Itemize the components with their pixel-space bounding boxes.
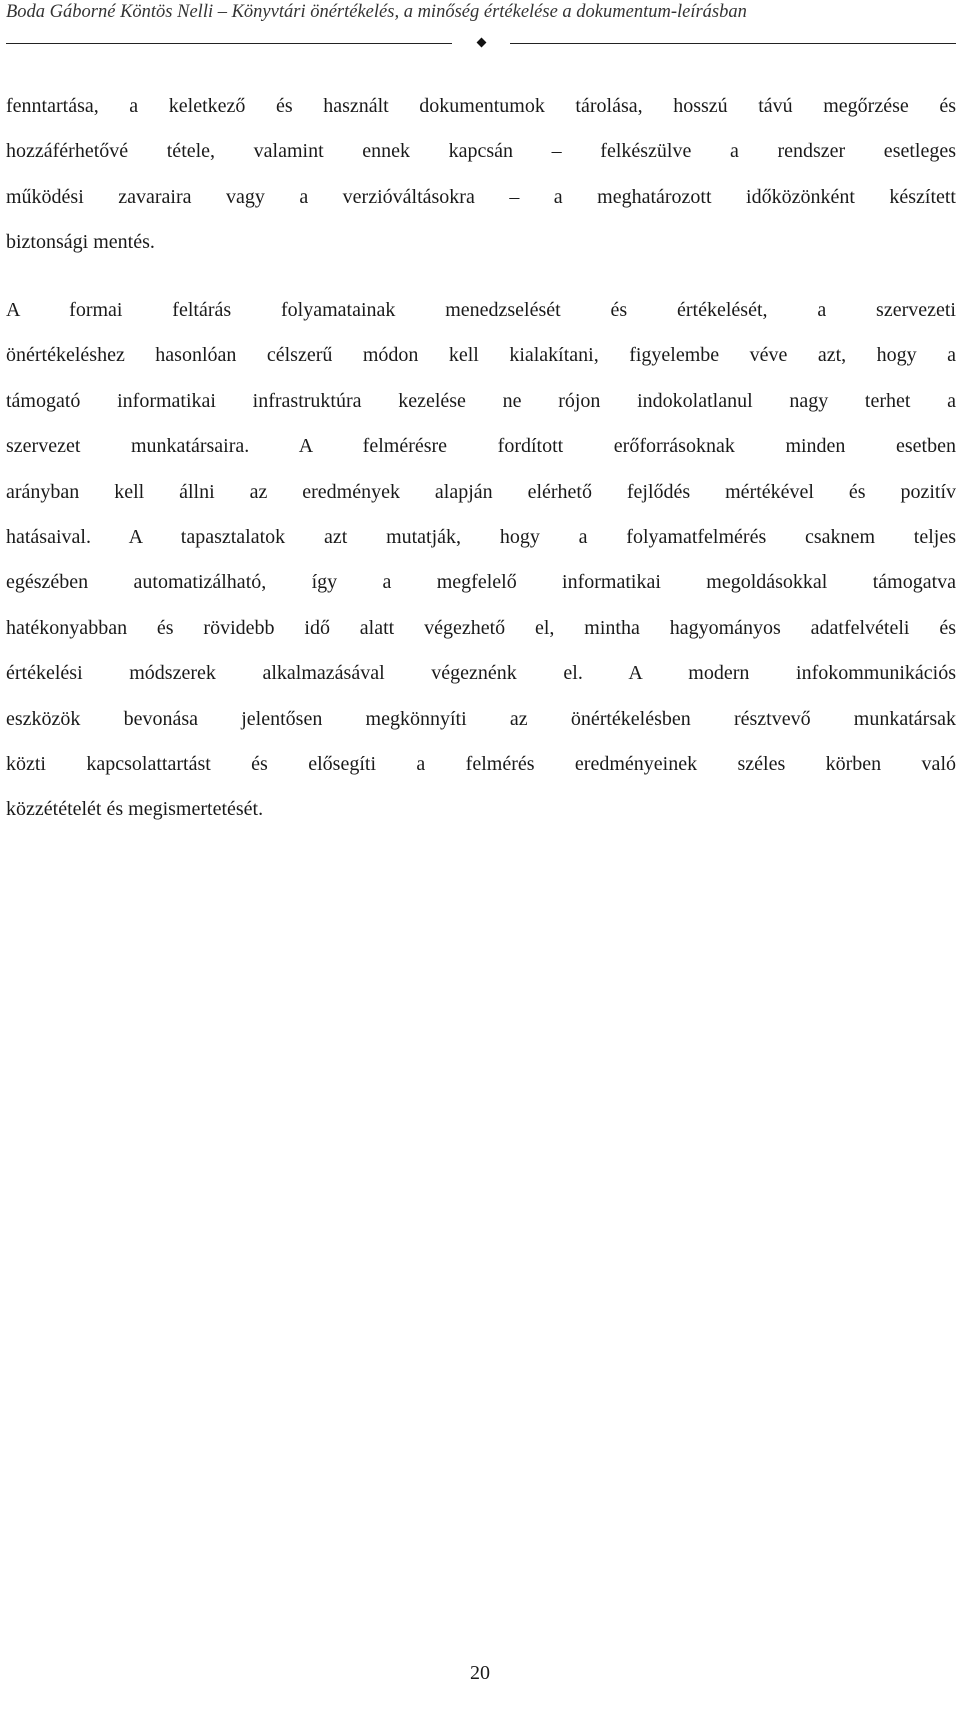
paragraph-line: A formai feltárás folyamatainak menedzselését és értékelését, a szervezeti [6, 299, 956, 321]
paragraph-line: működési zavaraira vagy a verzióváltásokra – a meghatározott időközönként készített [6, 185, 956, 208]
paragraph-line: hatásaival. A tapasztalatok azt mutatják, hogy a folyamatfelmérés csaknem teljes [6, 525, 956, 548]
header-rule-left [6, 43, 452, 44]
paragraph-line: fenntartása, a keletkező és használt dokumentumok tárolása, hosszú távú megőrzése és [6, 95, 956, 117]
running-header: Boda Gáborné Köntös Nelli – Könyvtári önértékelés, a minőség értékelése a dokumentum-leírásban [6, 2, 747, 22]
paragraph-line: eszközök bevonása jelentősen megkönnyíti az önértékelésben résztvevő munkatársak [6, 707, 956, 730]
paragraph-line: támogató informatikai infrastruktúra kezelése ne rójon indokolatlanul nagy terhet a [6, 389, 956, 412]
diamond-shape [476, 37, 486, 47]
paragraph-line: önértékeléshez hasonlóan célszerű módon kell kialakítani, figyelembe véve azt, hogy a [6, 344, 956, 367]
paragraph-line: értékelési módszerek alkalmazásával végeznénk el. A modern infokommunikációs [6, 662, 956, 685]
paragraph-line: egészében automatizálható, így a megfelelő informatikai megoldásokkal támogatva [6, 571, 956, 594]
paragraph-line: hozzáférhetővé tétele, valamint ennek kapcsán – felkészülve a rendszer esetleges [6, 140, 956, 163]
paragraph-line: közti kapcsolattartást és elősegíti a felmérés eredményeinek széles körben való [6, 752, 956, 775]
paragraph-1 [6, 84, 956, 266]
page-number: 20 [470, 1662, 490, 1684]
paragraph-line: hatékonyabban és rövidebb idő alatt végezhető el, mintha hagyományos adatfelvételi és [6, 616, 956, 639]
paragraph-2 [6, 288, 956, 833]
diamond-bullet-icon [469, 30, 493, 54]
paragraph-line: közzétételét és megismertetését. [6, 798, 264, 821]
paragraph-line: arányban kell állni az eredmények alapján elérhető fejlődés mértékével és pozitív [6, 480, 956, 503]
paragraph-line: biztonsági mentés. [6, 231, 155, 254]
paragraph-line: szervezet munkatársaira. A felmérésre fordított erőforrásoknak minden esetben [6, 435, 956, 458]
header-rule-right [510, 43, 956, 44]
